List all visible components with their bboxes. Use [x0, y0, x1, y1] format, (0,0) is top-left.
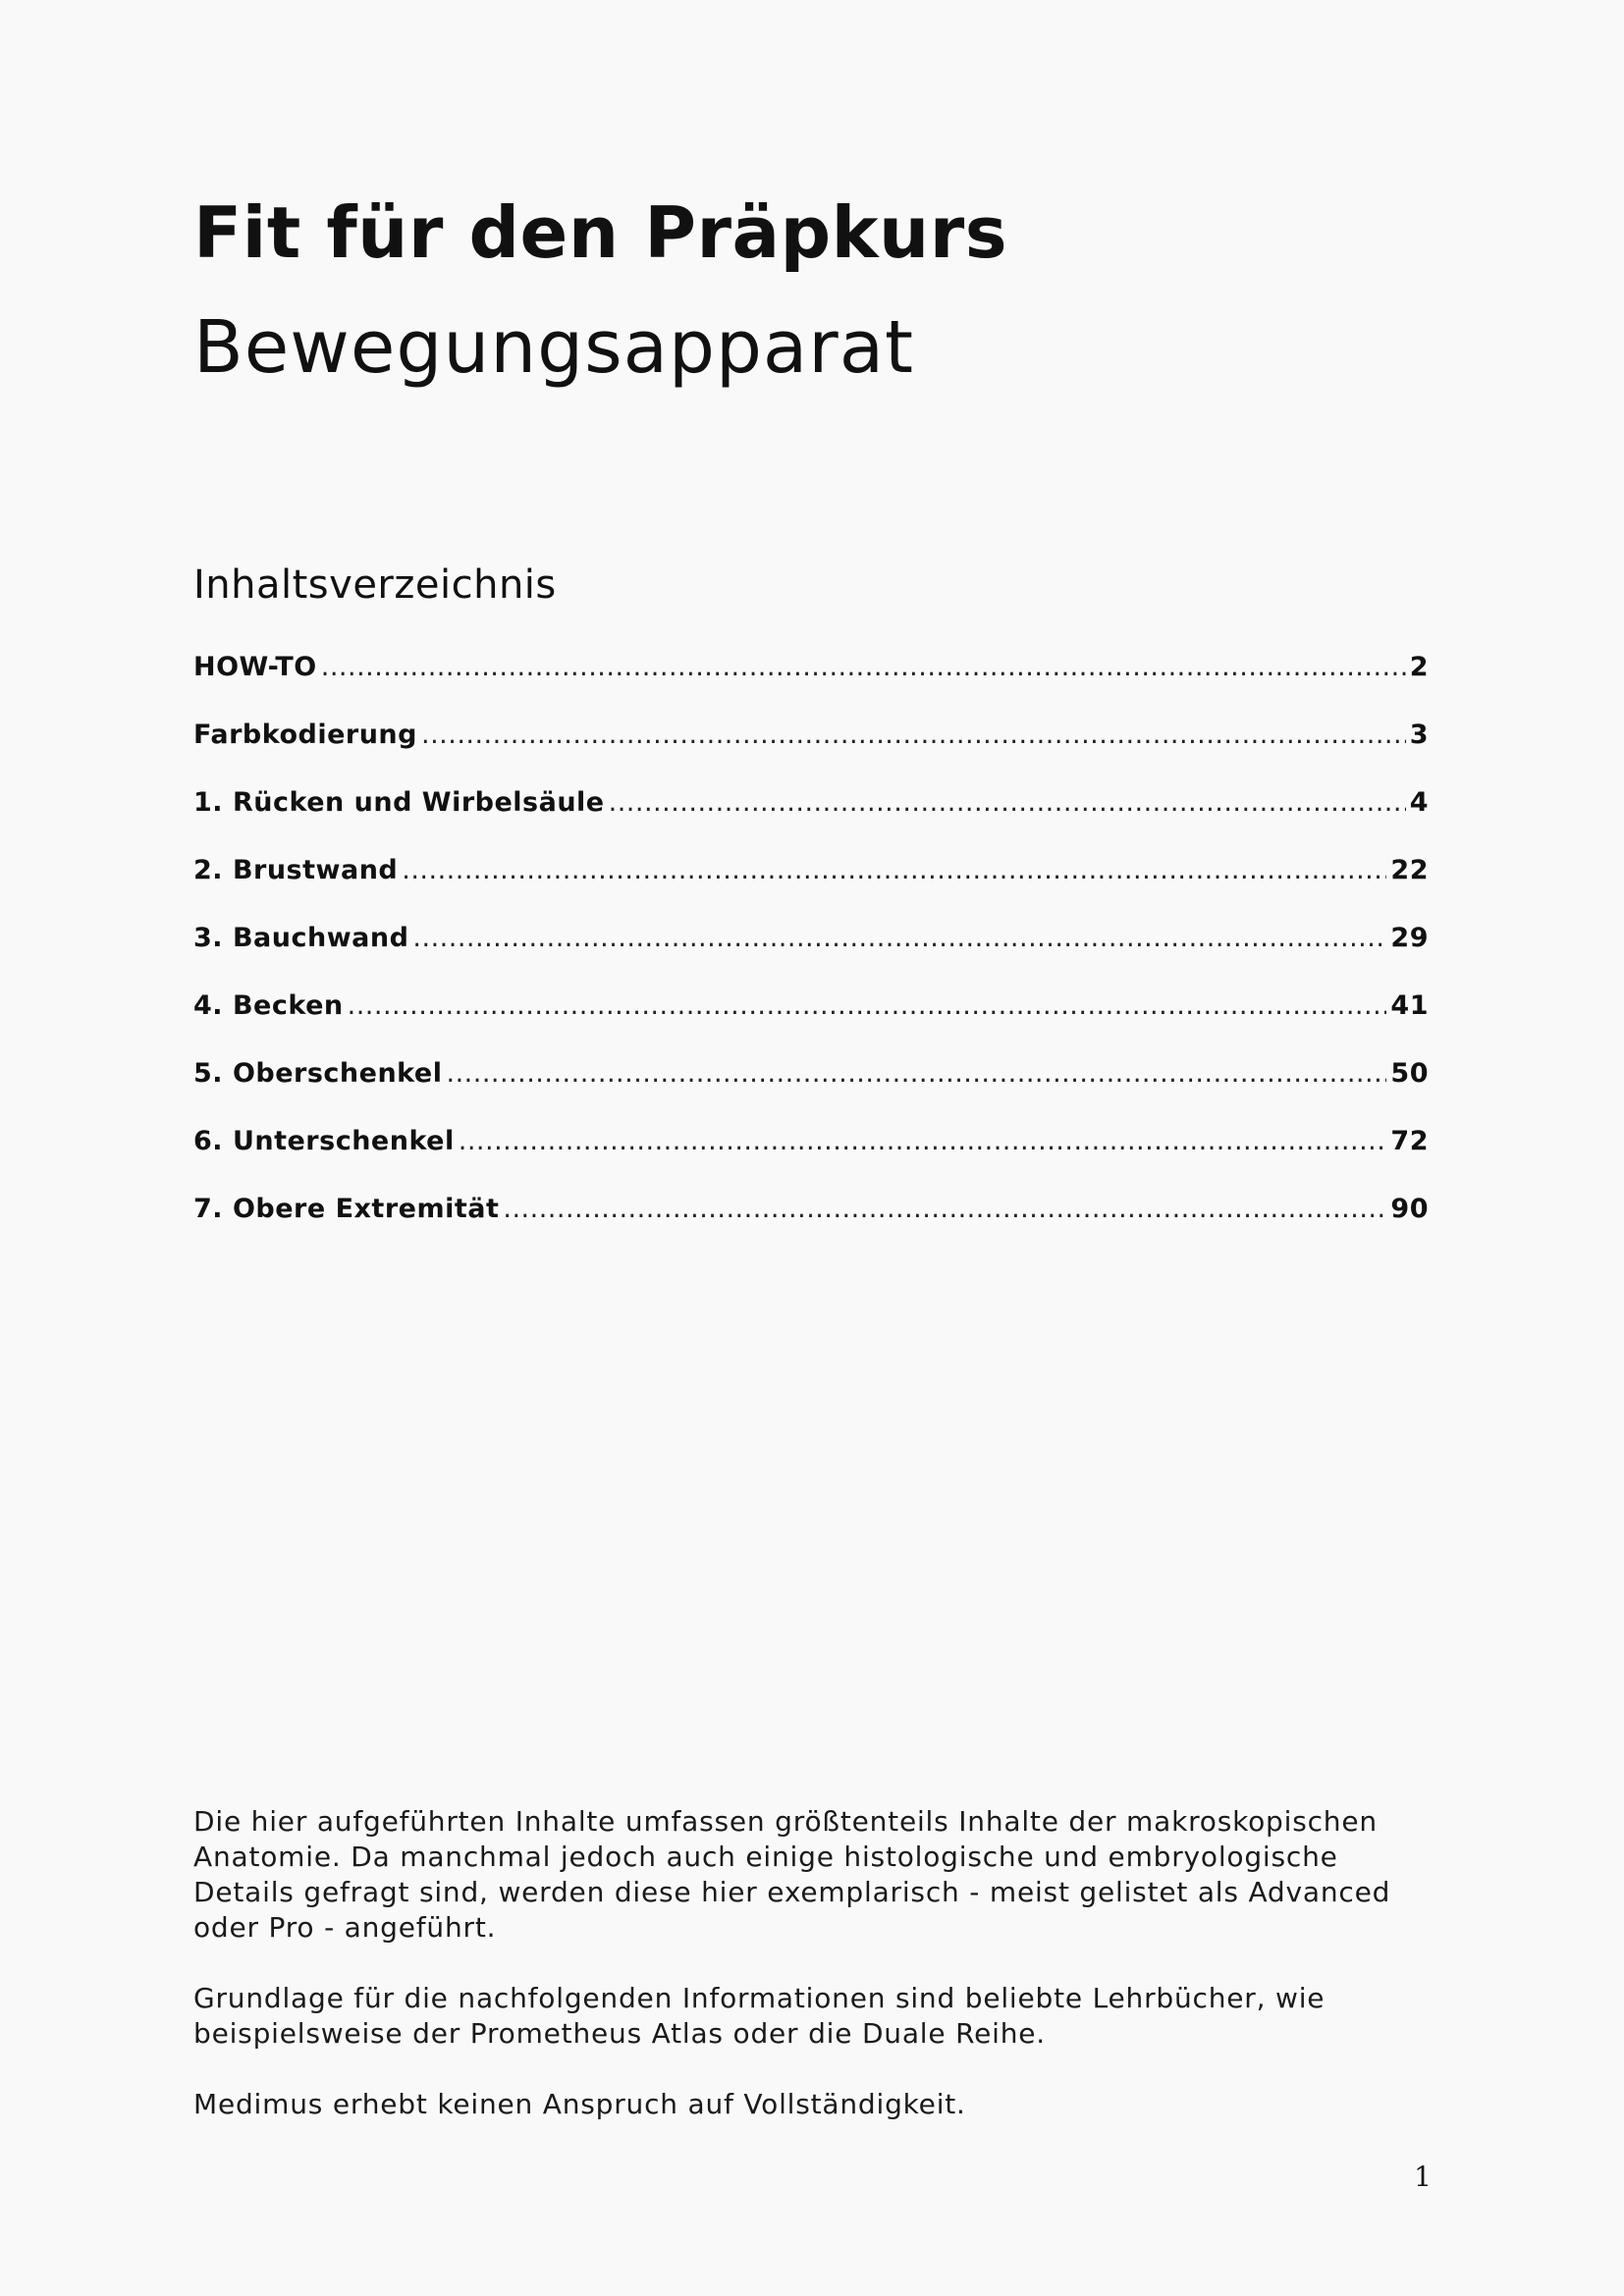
toc-entry-unterschenkel[interactable]: [193, 1126, 1429, 1194]
toc-entry-label: HOW-TO: [193, 652, 317, 682]
toc-entry-label: 3. Bauchwand: [193, 923, 409, 953]
toc-entry-oberschenkel[interactable]: [193, 1058, 1429, 1126]
toc-entry-page: 2: [1409, 652, 1429, 682]
toc-dot-leader: [503, 1194, 1386, 1224]
toc-entry-farbkodierung[interactable]: [193, 720, 1429, 787]
toc-entry-obere-extremitaet[interactable]: [193, 1194, 1429, 1261]
toc-entry-page: 29: [1390, 923, 1429, 953]
toc-entry-label: 2. Brustwand: [193, 855, 399, 885]
toc-dot-leader: [412, 923, 1386, 953]
toc-dot-leader: [402, 855, 1386, 885]
toc-entry-page: 50: [1390, 1058, 1429, 1089]
page-subtitle: Bewegungsapparat: [193, 305, 915, 390]
toc-entry-page: 90: [1390, 1194, 1429, 1224]
toc-entry-how-to[interactable]: [193, 652, 1429, 720]
toc-dot-leader: [459, 1126, 1387, 1156]
toc-entry-label: 6. Unterschenkel: [193, 1126, 455, 1156]
toc-entry-page: 3: [1409, 720, 1429, 750]
toc-entry-page: 4: [1409, 787, 1429, 818]
disclaimer-paragraph: Die hier aufgeführten Inhalte umfassen größtenteils Inhalte der makroskopischen Anatomie. Da manchmal jedoch auch einige histologische und embryologische Details gefragt sind, werden diese hier exemplarisch - meist gelistet als Advanced oder Pro - angeführt.: [193, 1805, 1391, 1944]
toc-entry-becken[interactable]: [193, 990, 1429, 1058]
toc-entry-bauchwand[interactable]: [193, 923, 1429, 990]
toc-entry-page: 22: [1390, 855, 1429, 885]
toc-heading: Inhaltsverzeichnis: [193, 562, 557, 608]
toc-entry-page: 72: [1390, 1126, 1429, 1156]
disclaimer: [193, 1804, 1440, 2158]
toc-entry-page: 41: [1390, 990, 1429, 1021]
table-of-contents: [193, 652, 1429, 1261]
page-number: 1: [1414, 2161, 1432, 2193]
toc-dot-leader: [421, 720, 1406, 750]
toc-dot-leader: [446, 1058, 1386, 1089]
toc-dot-leader: [321, 652, 1406, 682]
toc-entry-brustwand[interactable]: [193, 855, 1429, 923]
page-title: Fit für den Präpkurs: [193, 191, 1008, 274]
disclaimer-paragraph: Medimus erhebt keinen Anspruch auf Vollständigkeit.: [193, 2088, 966, 2120]
toc-entry-label: 7. Obere Extremität: [193, 1194, 500, 1224]
toc-dot-leader: [609, 787, 1406, 818]
toc-entry-label: Farbkodierung: [193, 720, 417, 750]
toc-dot-leader: [348, 990, 1387, 1021]
toc-entry-label: 5. Oberschenkel: [193, 1058, 443, 1089]
toc-entry-label: 1. Rücken und Wirbelsäule: [193, 787, 605, 818]
toc-entry-label: 4. Becken: [193, 990, 344, 1021]
disclaimer-paragraph: Grundlage für die nachfolgenden Informationen sind beliebte Lehrbücher, wie beispielsweise der Prometheus Atlas oder die Duale Reihe.: [193, 1982, 1326, 2050]
toc-entry-ruecken[interactable]: [193, 787, 1429, 855]
